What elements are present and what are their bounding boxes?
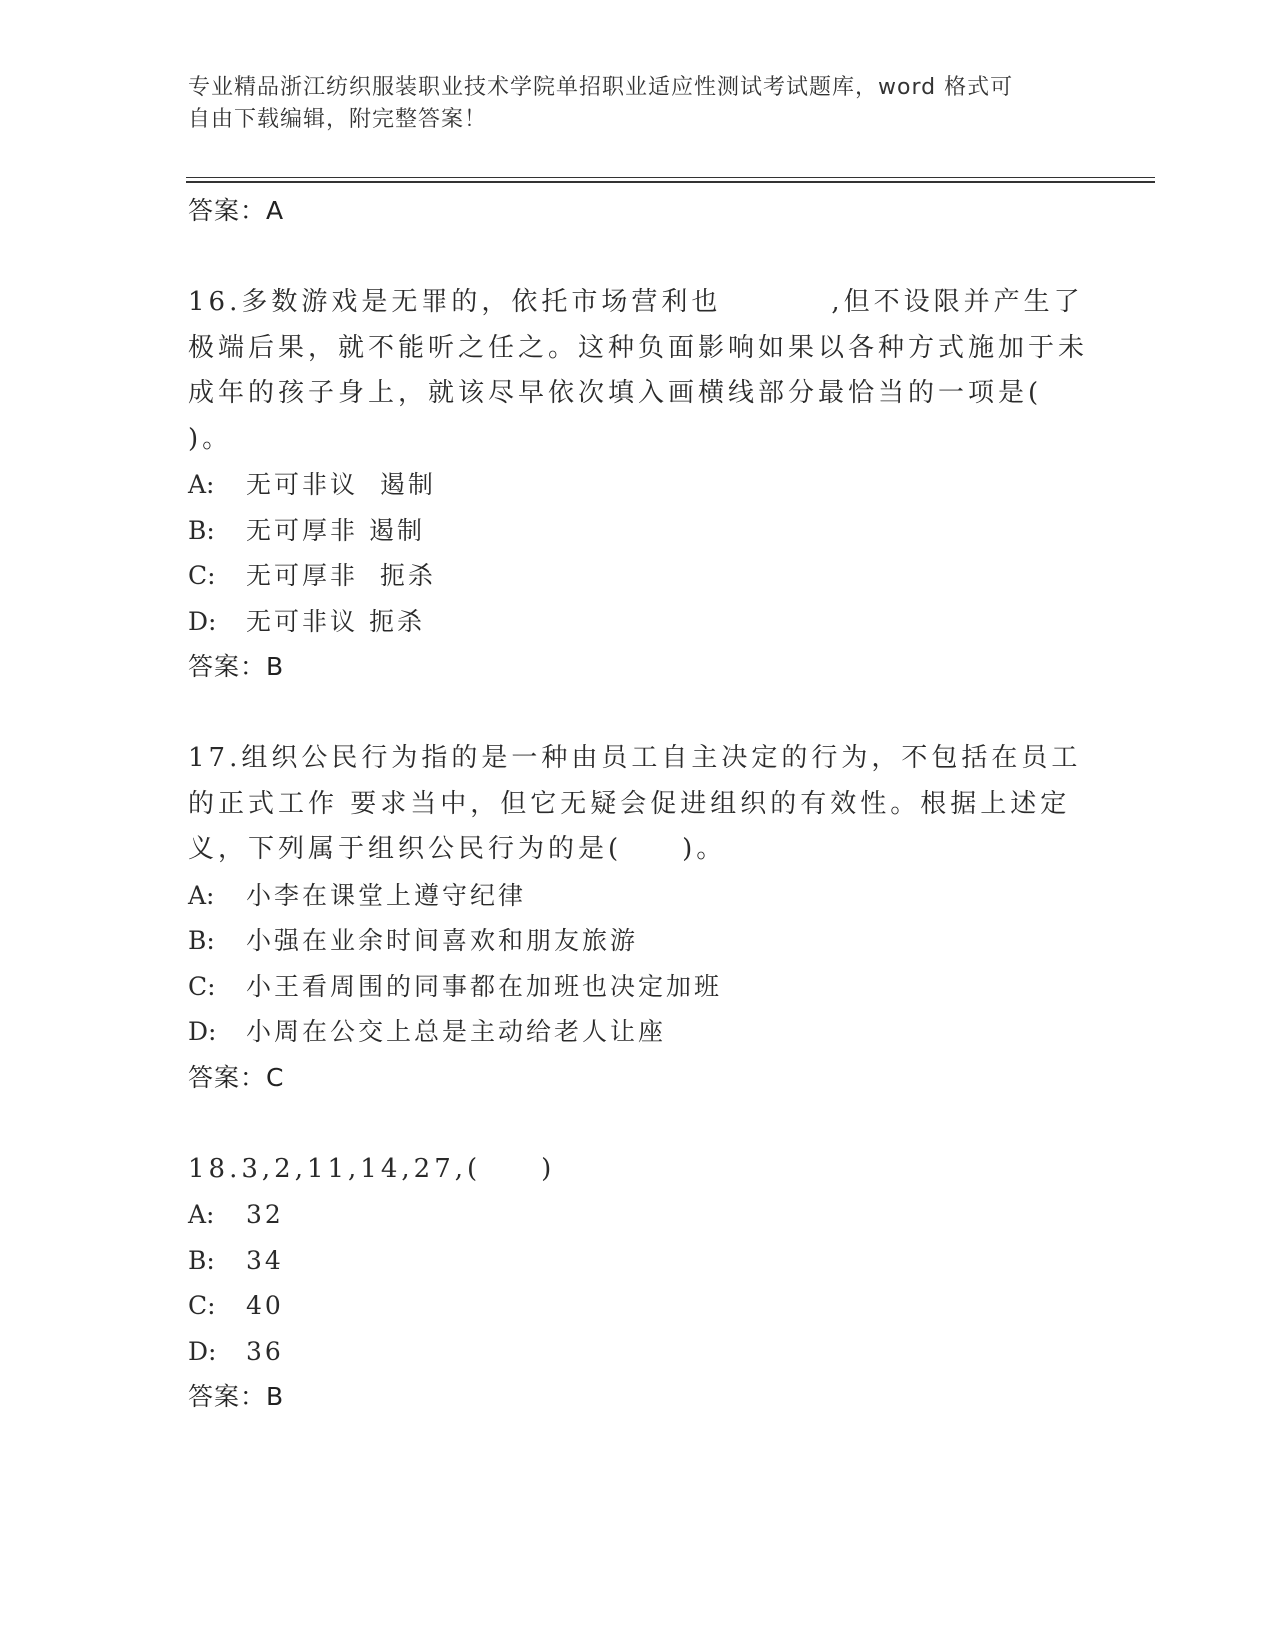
option-key: B: [188, 926, 215, 955]
option-key: D: [188, 1336, 217, 1366]
option-key: C: [188, 561, 216, 590]
question-text [188, 280, 1088, 462]
option-key: A: [188, 470, 215, 499]
question-text: 17.组织公民行为指的是一种由员工自主决定的行为，不包括在员工的正式工作 要求当中，但它无疑会促进组织的有效性。根据上述定义，下列属于组织公民行为的是( )。 [188, 743, 1082, 864]
question-text: 18.3,2,11,14,27,( ) [188, 1153, 556, 1184]
option-key: C: [188, 971, 216, 1001]
option-key: A: [188, 1200, 215, 1229]
option-b [188, 1238, 1088, 1284]
option-text: 小王看周围的同事都在加班也决定加班 [246, 971, 723, 1001]
option-text: 小李在课堂上遵守纪律 [246, 880, 527, 910]
option-text: 无可非议 遏制 [246, 470, 436, 499]
option-key: A: [188, 880, 215, 910]
option-c [188, 1283, 1088, 1329]
option-c [188, 964, 1088, 1010]
option-d [188, 1009, 1088, 1055]
question-text-part-1: 16.多数游戏是无罪的，依托市场营利也 [188, 287, 722, 317]
header-divider-thick [186, 181, 1155, 183]
option-key: D: [188, 1017, 217, 1046]
option-d [188, 599, 1088, 645]
option-a [188, 462, 1088, 508]
option-key: B: [188, 1245, 215, 1275]
option-key: D: [188, 606, 217, 636]
question-text-part-2: ,但不设限并产生了极端后果，就不能听之任之。这种负面影响如果以各种方式施加于未成年的孩子身上，就该尽早依次填入画横线部分最恰当的一项是( [188, 287, 1089, 408]
previous-answer: 答案：A [188, 196, 285, 225]
option-text: 无可厚非 扼杀 [246, 561, 436, 590]
header-line-1: 专业精品浙江纺织服装职业技术学院单招职业适应性测试考试题库，word 格式可 [188, 75, 1014, 100]
option-key: C: [188, 1291, 216, 1320]
option-text: 小强在业余时间喜欢和朋友旅游 [246, 926, 639, 955]
answer: 答案：B [188, 1382, 285, 1411]
answer: 答案：B [188, 652, 285, 681]
option-b [188, 918, 1088, 964]
option-text: 无可厚非 遏制 [246, 515, 425, 545]
option-text: 32 [246, 1200, 284, 1229]
question-text-part-3: )。 [188, 423, 233, 454]
document-body [188, 188, 1088, 1420]
question-16 [188, 280, 1088, 690]
option-b [188, 508, 1088, 554]
header-line-2: 自由下载编辑，附完整答案！ [188, 107, 488, 132]
question-18 [188, 1147, 1088, 1421]
option-text: 40 [246, 1291, 284, 1320]
option-text: 无可非议 扼杀 [246, 606, 425, 636]
header-divider-thin [186, 177, 1155, 178]
option-key: B: [188, 515, 215, 545]
answer: 答案：C [188, 1062, 285, 1092]
question-17 [188, 736, 1088, 1101]
document-header [188, 72, 1068, 136]
option-text: 小周在公交上总是主动给老人让座 [246, 1017, 667, 1046]
option-text: 34 [246, 1245, 284, 1275]
option-c [188, 553, 1088, 599]
option-d [188, 1329, 1088, 1375]
option-a [188, 873, 1088, 919]
option-a [188, 1192, 1088, 1238]
option-text: 36 [246, 1336, 284, 1366]
